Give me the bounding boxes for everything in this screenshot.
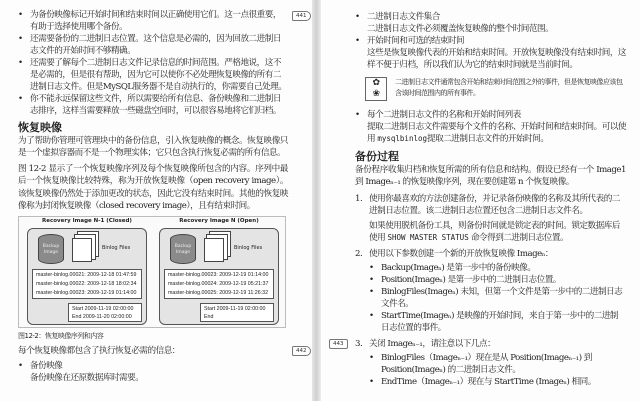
bullet-list <box>18 9 307 117</box>
note-text: 二进制日志文件通常包含开始和结束时间范围之外的事件，但是恢复映像应该包含该时间范围内的所有事件。 <box>395 78 623 97</box>
binlog-list <box>164 269 274 299</box>
files-icon <box>204 238 224 262</box>
database-icon: Backup Image <box>170 234 196 264</box>
image-title: Recovery Image N (Open) <box>179 218 259 225</box>
step-text: 使用你最喜欢的方法创建备份，并记录备份映像的名称及其所代表的二进制日志位置。该二进制日志位置还包含二进制日志文件名。 <box>369 193 620 216</box>
figure-caption: 图12-2：恢复映像序列和内容 <box>18 332 104 341</box>
list-item: • BinlogFiles（Imageₙ₋₁）现在是从 Position(Imageₙ₋₁) 到 Position(Imageₙ) 的二进制日志文件。 <box>369 352 626 376</box>
step-number: 3. <box>355 338 363 349</box>
list-item: • 你不能永远保留这些文件，所以需要给所有信息、备份映像和二进制日志排序，这样当需要释放一些磁盘空间时，可以很容易地将它们归档。 <box>18 93 288 117</box>
text: 提取二进制日志文件的开始时间。 <box>427 134 549 144</box>
list-item-text: 备份映像在还原数据库时需要。 <box>30 372 144 383</box>
binlog-entry: master-binlog.00023: 2009-12-19 01:14:00 <box>36 290 137 297</box>
text: 如果使用脱机备份工具，则备份时间就是锁定表的时间。锁定数据库后使用 <box>369 220 620 243</box>
paragraph: 每个恢复映像都包含了执行恢复必需的信息： <box>18 346 180 357</box>
step-2 <box>355 248 626 334</box>
paragraph: 图 12-2 显示了一个恢复映像序列及每个恢复映像所包含的内容。序列中最后一个恢复映像比较特殊，称为开放恢复映像（open recovery image）。该恢复映像仍然处于添加更改的状态，因此它没有结束时间。其他的恢复映像称为封闭恢复映像（closed recovery image），且有结束时间。 <box>18 163 288 212</box>
binlog-entry: master-binlog.00025: 2009-12-19 11:26:32 <box>168 290 269 297</box>
note-icon: ✿ ❀ <box>365 77 387 101</box>
code: mysqlbinlog <box>377 134 428 143</box>
list-item: • BinlogFiles(Imageₙ) 未知，但第一个文件是第一步中的二进制日志文件名。 <box>369 286 626 310</box>
step-number: 2. <box>355 248 363 259</box>
right-page <box>321 0 640 401</box>
time-range <box>68 303 142 322</box>
image-title: Recovery Image N-1 (Closed) <box>42 218 132 225</box>
start-time: Start 2009-11-19 02:00:00 <box>204 306 266 313</box>
step-text: 使用以下参数创建一个新的开放恢复映像 Imageₙ： <box>369 248 553 259</box>
list-item: • 为备份映像标记开始时间和结束时间以正确使用它们。这一点很重要，有助于选择使用哪个备份。 <box>18 9 288 33</box>
bullet-list <box>369 352 626 388</box>
bullet-list <box>369 262 626 334</box>
binlog-entry: master-binlog.00021: 2009-12-18 01:47:59 <box>36 272 137 279</box>
files-icon <box>72 238 92 262</box>
bullet-list <box>355 109 626 145</box>
binlog-list <box>32 269 142 299</box>
list-item: • 还需要了解每个二进制日志文件记录信息的时间范围。严格地说，这不是必需的，但是很有帮助，因为它可以使你不必处理恢复映像的所有二进制日志文件。但是MySQL服务器不是自动执行的，你需要自己处理。 <box>18 57 288 93</box>
list-item-title: • 开始时间和可选的结束时间 <box>355 35 626 47</box>
recovery-image-closed <box>27 228 147 325</box>
text: 命令得到二进制日志位置。 <box>470 232 569 243</box>
margin-page-tag: 441 <box>292 11 311 21</box>
step-text: 关闭 Imageₙ₋₁，请注意以下几点： <box>369 338 496 349</box>
binlog-entry: master-binlog.00023: 2009-12-19 01:14:00 <box>168 272 269 279</box>
list-item-text: 二进制日志文件必须覆盖恢复映像的整个时间范围。 <box>367 24 554 34</box>
list-item-title: • 备份映像 <box>18 360 288 372</box>
database-icon: Backup Image <box>38 234 64 264</box>
time-range <box>200 303 274 322</box>
book-gutter <box>312 0 321 401</box>
step-1 <box>355 193 626 244</box>
list-item: • StartTime(Imageₙ) 是映像的开始时间，来自于第一步中的二进制日志位置的事件。 <box>369 310 626 334</box>
list-item-text <box>355 121 626 145</box>
step-number: 1. <box>355 193 363 204</box>
list-item-text: 这些是恢复映像代表的开始和结束时间。开放恢复映像没有结束时间，这样不便于归档，所以我们认为它的结束时间就是当前时间。 <box>367 48 627 70</box>
margin-page-tag: 443 <box>329 339 348 349</box>
note-box <box>365 77 626 101</box>
files-label: Binlog Files <box>102 245 131 252</box>
list-item: • Position(Imageₙ) 是第一步中的二进制日志位置。 <box>369 274 626 286</box>
list-item: • EndTime（Imageₙ₋₁）现在与 StartTime (Imageₙ) 相同。 <box>369 376 626 388</box>
code: SHOW MASTER STATUS <box>387 232 469 242</box>
paragraph-wrap <box>18 345 307 357</box>
list-item-title: • 每个二进制日志文件的名称和开始时间列表 <box>355 109 626 121</box>
start-time: Start 2009-11-19 02:00:00 <box>72 306 134 313</box>
list-item-title: • 二进制日志文件集合 <box>355 11 626 23</box>
list-item: • 还需要备份的二进制日志位置。这个信息是必需的，因为回放二进制日志文件的开始时间不够精确。 <box>18 33 288 57</box>
section-heading: 备份过程 <box>355 150 399 163</box>
end-time: End 2009-11-20 02:00:00 <box>72 314 132 321</box>
binlog-entry: master-binlog.00022: 2009-12-18 18:02:34 <box>36 281 137 288</box>
recovery-image-open <box>159 228 279 325</box>
list-item: • Backup(Imageₙ) 是第一步中的备份映像。 <box>369 262 626 274</box>
paragraph: 为了帮助你管理可管理块中的备份信息，引入恢复映像的概念。恢复映像只是一个虚拟容器而不是一个物理实体；它只包含执行恢复必需的所有信息。 <box>18 136 288 159</box>
binlog-entry: master-binlog.00024: 2009-12-19 05:21:37 <box>168 281 269 288</box>
figure-recovery-images <box>18 216 286 328</box>
files-label: Binlog Files <box>234 245 263 252</box>
bullet-list <box>18 360 288 384</box>
step-note <box>369 220 626 244</box>
text: 提取二进制日志文件需要每个文件的名称、开始时间和结束时间。可以使用 <box>367 122 627 144</box>
end-time: End <box>204 314 214 321</box>
left-page <box>0 0 312 401</box>
section-heading: 恢复映像 <box>18 121 62 134</box>
step-3 <box>333 338 626 388</box>
margin-page-tag: 442 <box>292 346 311 356</box>
bullet-list <box>355 11 626 71</box>
paragraph: 备份程序收集归档和恢复所需的所有信息和结构。假设已经有一个 Image1 到 Imageₙ₋₁ 的恢复映像序列，现在要创建第 n 个恢复映像。 <box>355 165 626 188</box>
